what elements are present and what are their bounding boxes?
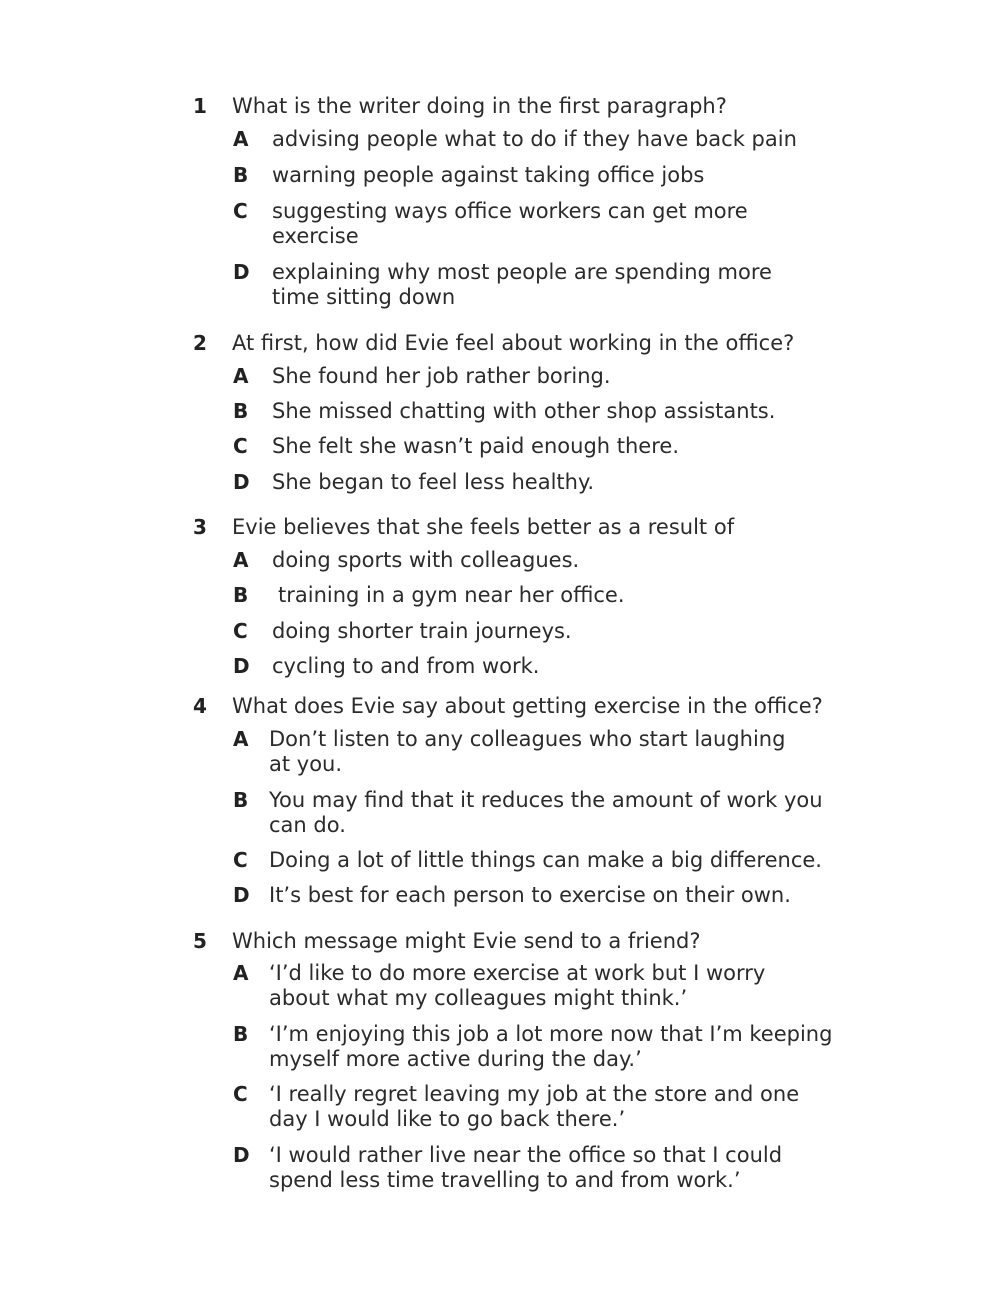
option-text: doing sports with colleagues.: [272, 548, 580, 572]
question-number: 5: [193, 929, 207, 953]
option-text: She felt she wasn’t paid enough there.: [272, 434, 679, 458]
option-letter: D: [233, 260, 250, 284]
option-letter: C: [233, 199, 248, 223]
option-letter: C: [233, 848, 248, 872]
option-text: advising people what to do if they have back pain: [272, 127, 797, 151]
option-text-line2: day I would like to go back there.’: [269, 1107, 626, 1131]
question-text: At first, how did Evie feel about working in the office?: [232, 331, 795, 355]
option-text-line2: spend less time travelling to and from work.’: [269, 1168, 741, 1192]
option-text: She began to feel less healthy.: [272, 470, 595, 494]
option-text-line1: ‘I’d like to do more exercise at work but I worry: [269, 961, 766, 985]
option-letter: A: [233, 127, 249, 151]
option-text-line2: time sitting down: [272, 285, 456, 309]
question-number: 1: [193, 94, 207, 118]
option-text-line1: Don’t listen to any colleagues who start laughing: [269, 727, 786, 751]
question-text: Which message might Evie send to a friend?: [232, 929, 701, 953]
option-text-line1: explaining why most people are spending more: [272, 260, 772, 284]
option-text-line2: about what my colleagues might think.’: [269, 986, 688, 1010]
option-letter: B: [233, 399, 249, 423]
option-text: She missed chatting with other shop assistants.: [272, 399, 776, 423]
option-letter: B: [233, 163, 249, 187]
option-letter: B: [233, 583, 249, 607]
question-text: What is the writer doing in the first paragraph?: [232, 94, 727, 118]
option-letter: D: [233, 654, 250, 678]
option-letter: C: [233, 434, 248, 458]
option-letter: A: [233, 961, 249, 985]
option-letter: B: [233, 788, 249, 812]
question-number: 3: [193, 515, 207, 539]
question-number: 4: [193, 694, 207, 718]
option-text-line1: ‘I would rather live near the office so that I could: [269, 1143, 783, 1167]
option-text: Doing a lot of little things can make a big difference.: [269, 848, 822, 872]
option-letter: A: [233, 548, 249, 572]
question-text: What does Evie say about getting exercise in the office?: [232, 694, 823, 718]
option-text-line2: exercise: [272, 224, 359, 248]
option-letter: D: [233, 883, 250, 907]
option-text-line1: ‘I really regret leaving my job at the store and one: [269, 1082, 800, 1106]
option-text-line1: ‘I’m enjoying this job a lot more now that I’m keeping: [269, 1022, 833, 1046]
option-letter: D: [233, 470, 250, 494]
option-text: warning people against taking office jobs: [272, 163, 705, 187]
option-text: It’s best for each person to exercise on their own.: [269, 883, 791, 907]
option-text: training in a gym near her office.: [278, 583, 625, 607]
option-letter: A: [233, 727, 249, 751]
option-text-line2: myself more active during the day.’: [269, 1047, 642, 1071]
option-text-line2: at you.: [269, 752, 343, 776]
option-letter: B: [233, 1022, 249, 1046]
option-text: She found her job rather boring.: [272, 364, 611, 388]
option-letter: A: [233, 364, 249, 388]
option-text: doing shorter train journeys.: [272, 619, 572, 643]
option-letter: C: [233, 619, 248, 643]
option-text: cycling to and from work.: [272, 654, 540, 678]
option-text-line1: suggesting ways office workers can get more: [272, 199, 748, 223]
option-letter: C: [233, 1082, 248, 1106]
question-number: 2: [193, 331, 207, 355]
question-text: Evie believes that she feels better as a result of: [232, 515, 735, 539]
option-letter: D: [233, 1143, 250, 1167]
option-text-line1: You may find that it reduces the amount of work you: [269, 788, 823, 812]
option-text-line2: can do.: [269, 813, 346, 837]
